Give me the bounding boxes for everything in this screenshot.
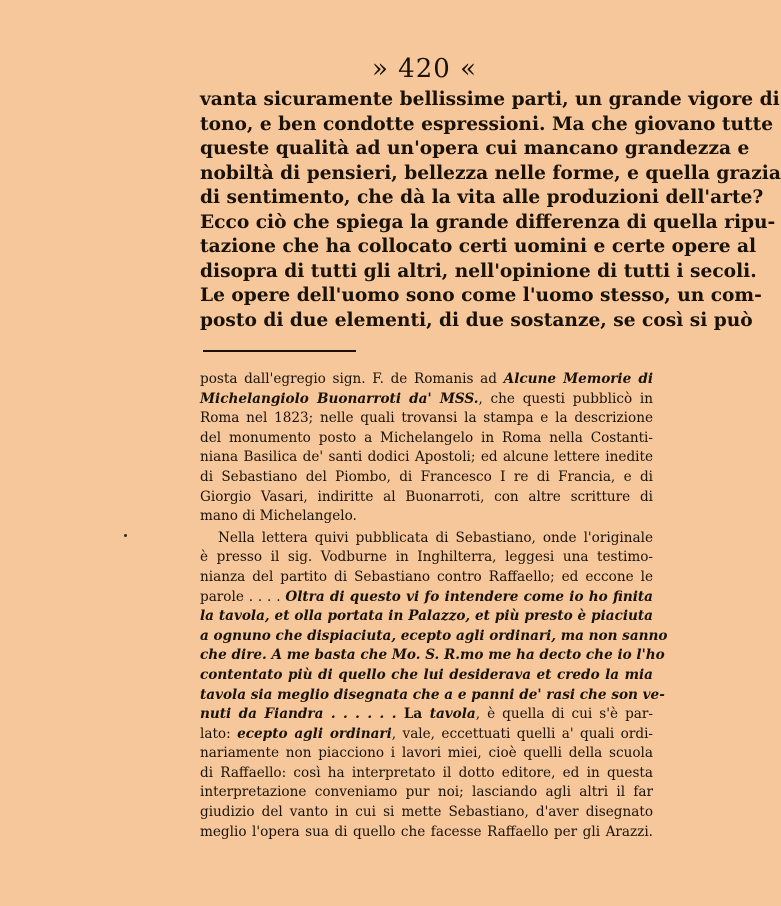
page-number: » 420 «: [372, 54, 477, 84]
note-text: , vale, eccettuati quelli a' quali ordi-: [391, 725, 654, 742]
note-text: , è quella di cui s'è par-: [475, 706, 653, 723]
note-line: [200, 390, 653, 410]
quote-italic: ecepto agli ordinari: [237, 725, 392, 742]
quote-line: tavola sia meglio disegnata che a e panni de' rasi che son ve-: [200, 686, 665, 703]
text-line: posto di due elementi, di due sostanze, se così si può: [200, 309, 753, 331]
quote-italic: nuti da Fiandra . . . . . .: [200, 706, 404, 723]
note-line: [200, 705, 653, 725]
note-line: [200, 725, 653, 745]
note-line: interpretazione conveniamo pur noi; lasciando agli altri il far: [200, 784, 653, 801]
note-line: niana Basilica de' santi dodici Apostoli; ed alcune lettere inedite: [200, 449, 653, 466]
quote-italic: Oltra di questo vi fo intendere come io ho finita: [285, 588, 653, 605]
note-line: giudizio del vanto in cui si mette Sebastiano, d'aver disegnato: [200, 804, 653, 821]
quote-line: a ognuno che dispiaciuta, ecepto agli ordinari, ma non sanno: [200, 627, 668, 644]
text-line: tazione che ha collocato certi uomini e certe opere al: [200, 236, 757, 257]
quote-line: la tavola, et olla portata in Palazzo, et più presto è piaciuta: [200, 608, 653, 625]
note-line: del monumento posto a Michelangelo in Roma nella Costanti-: [200, 429, 653, 446]
note-text: parole . . . .: [200, 588, 286, 605]
note-line: nianza del partito di Sebastiano contro Raffaello; ed eccone le: [200, 568, 653, 585]
note-text: , che questi pubblicò in: [478, 390, 653, 407]
text-line: Le opere dell'uomo sono come l'uomo stesso, un com-: [200, 285, 762, 306]
text-line: nobiltà di pensieri, bellezza nelle forme, e quella grazia: [200, 162, 781, 184]
footnote-divider: [203, 350, 356, 352]
note-line: Giorgio Vasari, indiritte al Buonarroti, con altre scritture di: [200, 488, 653, 505]
main-text: [200, 88, 781, 333]
text-line: vanta sicuramente bellissime parti, un grande vigore di: [200, 89, 780, 110]
note-text: La: [403, 706, 430, 723]
note-title-italic: Alcune Memorie di: [503, 371, 653, 387]
note-line: [200, 370, 653, 390]
note-line: Nella lettera quivi pubblicata di Sebastiano, onde l'originale: [218, 529, 653, 546]
ink-speck: [124, 534, 127, 537]
quote-line: contentato più di quello che lui desiderava et credo la mia: [200, 666, 653, 683]
text-line: Ecco ciò che spiega la grande differenza di quella ripu-: [200, 211, 776, 233]
quote-italic: tavola: [429, 706, 476, 723]
footnote-paragraph-1: [200, 370, 653, 527]
note-line: di Raffaello: così ha interpretato il dotto editore, ed in questa: [200, 764, 653, 781]
note-title-italic: Michelangiolo Buonarroti da' MSS.: [200, 390, 479, 407]
note-line: di Sebastiano del Piombo, di Francesco I re di Francia, e di: [200, 468, 653, 485]
note-text: posta dall'egregio sign. F. de Romanis ad: [200, 371, 504, 387]
note-line: meglio l'opera sua di quello che facesse Raffaello per gli Arazzi.: [200, 823, 653, 840]
note-line: è presso il sig. Vodburne in Inghilterra, leggesi una testimo-: [200, 549, 653, 566]
note-text: lato:: [200, 725, 238, 742]
footnote-paragraph-2: [200, 529, 668, 843]
text-line: queste qualità ad un'opera cui mancano grandezza e: [200, 138, 750, 159]
note-line: mano di Michelangelo.: [200, 508, 357, 525]
quote-line: che dire. A me basta che Mo. S. R.mo me ha decto che io l'ho: [200, 647, 665, 664]
text-line: tono, e ben condotte espressioni. Ma che giovano tutte: [200, 113, 774, 135]
footnotes: [200, 370, 668, 842]
text-line: di sentimento, che dà la vita alle produzioni dell'arte?: [200, 187, 764, 208]
note-line: Roma nel 1823; nelle quali trovansi la stampa e la descrizione: [200, 410, 653, 427]
note-line: [200, 588, 653, 608]
note-line: nariamente non piacciono i lavori miei, cioè quelli della scuola: [200, 745, 653, 762]
text-line: disopra di tutti gli altri, nell'opinione di tutti i secoli.: [200, 260, 757, 282]
